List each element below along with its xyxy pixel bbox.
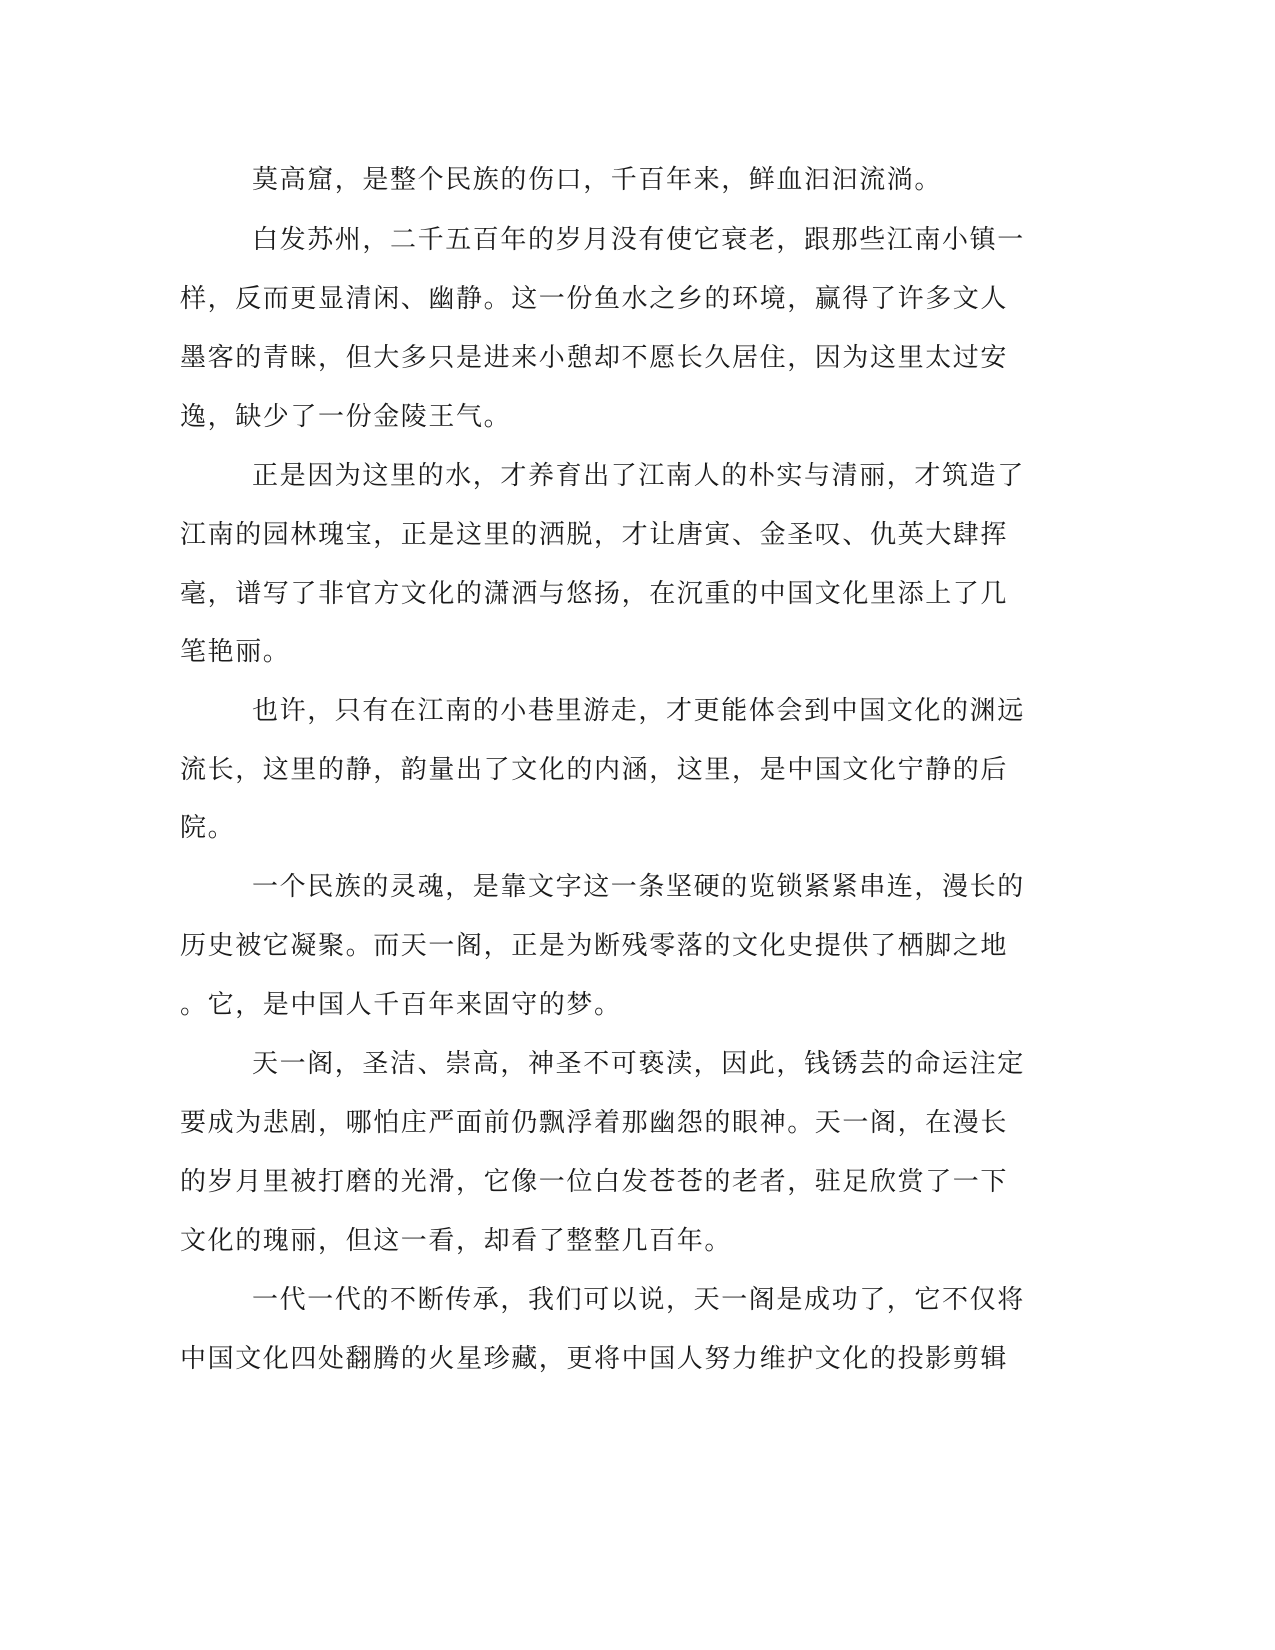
text-line: 文化的瑰丽，但这一看，却看了整整几百年。: [180, 1226, 733, 1256]
text-line: 毫，谱写了非官方文化的潇洒与悠扬，在沉重的中国文化里添上了几: [180, 579, 1009, 609]
text-line: 白发苏州，二千五百年的岁月没有使它衰老，跟那些江南小镇一: [252, 225, 1025, 255]
text-line: 一个民族的灵魂，是靠文字这一条坚硬的览锁紧紧串连，漫长的: [252, 872, 1025, 902]
text-line: 逸，缺少了一份金陵王气。: [180, 402, 512, 432]
text-line: 中国文化四处翻腾的火星珍藏，更将中国人努力维护文化的投影剪辑: [180, 1344, 1009, 1374]
text-line: 笔艳丽。: [180, 637, 291, 667]
text-line: 的岁月里被打磨的光滑，它像一位白发苍苍的老者，驻足欣赏了一下: [180, 1167, 1009, 1197]
text-line: 墨客的青睐，但大多只是进来小憩却不愿长久居住，因为这里太过安: [180, 343, 1009, 373]
text-line: 要成为悲剧，哪怕庄严面前仍飘浮着那幽怨的眼神。天一阁，在漫长: [180, 1108, 1009, 1138]
text-line: 也许，只有在江南的小巷里游走，才更能体会到中国文化的渊远: [252, 696, 1025, 726]
text-line: 莫高窟，是整个民族的伤口，千百年来，鲜血汩汩流淌。: [252, 165, 943, 195]
text-line: 一代一代的不断传承，我们可以说，天一阁是成功了，它不仅将: [252, 1285, 1025, 1315]
text-line: 天一阁，圣洁、崇高，神圣不可亵渎，因此，钱锈芸的命运注定: [252, 1049, 1025, 1079]
text-line: 历史被它凝聚。而天一阁，正是为断残零落的文化史提供了栖脚之地: [180, 931, 1009, 961]
text-line: 院。: [180, 813, 236, 843]
text-line: 。它，是中国人千百年来固守的梦。: [180, 990, 622, 1020]
text-line: 流长，这里的静，韵量出了文化的内涵，这里，是中国文化宁静的后: [180, 755, 1009, 785]
text-line: 江南的园林瑰宝，正是这里的洒脱，才让唐寅、金圣叹、仇英大肆挥: [180, 520, 1009, 550]
text-line: 正是因为这里的水，才养育出了江南人的朴实与清丽，才筑造了: [252, 461, 1025, 491]
text-line: 样，反而更显清闲、幽静。这一份鱼水之乡的环境，赢得了许多文人: [180, 284, 1009, 314]
